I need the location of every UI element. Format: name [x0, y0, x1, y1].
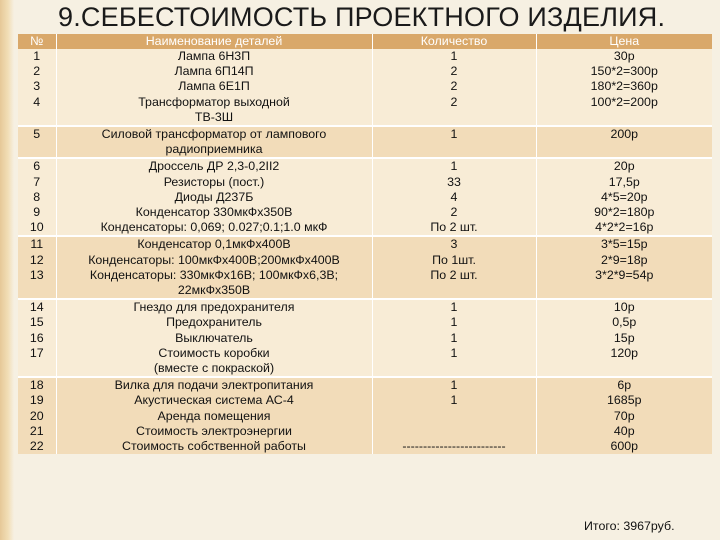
cell-line: 90*2=180р [594, 205, 655, 220]
cell-line: 200р [610, 127, 639, 142]
cell-line: 1 [450, 127, 458, 142]
cell-qty [372, 299, 536, 377]
cell-line: 18 [29, 378, 44, 393]
cell-line: По 2 шт. [430, 220, 478, 235]
cell-line: 150*2=300р [590, 64, 658, 79]
cost-table [18, 34, 712, 454]
header-no: № [18, 34, 56, 49]
cell-line: 2 [33, 64, 41, 79]
cell-line: 20 [29, 408, 44, 423]
cell-line: Выключатель [175, 330, 253, 345]
cell-line: 1 [450, 315, 458, 330]
cell-line: Силовой трансформатор от лампового [101, 127, 327, 142]
cell-line: 17,5р [608, 174, 640, 189]
cell-line: 40р [613, 423, 635, 438]
cell-line: 600р [610, 439, 639, 454]
cell-line: 7 [33, 174, 41, 189]
cell-name [56, 49, 372, 126]
cell-line: 16 [29, 330, 44, 345]
cell-line: 4 [450, 189, 458, 204]
cell-line: 1 [450, 345, 458, 360]
cell-line: 3 [450, 237, 458, 252]
cell-line: ТВ-3Ш [194, 109, 234, 124]
cell-qty [372, 377, 536, 454]
cell-line: 10р [613, 300, 635, 315]
cell-line: 4*2*2=16р [595, 220, 654, 235]
cell-line: По 2 шт. [430, 267, 478, 282]
cell-line: Акустическая система АС-4 [134, 393, 294, 408]
cell-no [18, 126, 56, 158]
cell-price [536, 49, 712, 126]
cell-no [18, 377, 56, 454]
cell-line: 30р [613, 49, 635, 63]
cell-line: 3 [33, 79, 41, 94]
cell-name [56, 299, 372, 377]
table-header-row [18, 34, 712, 49]
table-row-group [18, 377, 712, 454]
cell-line: 1 [450, 330, 458, 345]
cell-line: Лампа 6Е1П [178, 79, 250, 94]
cell-line: 1 [33, 49, 41, 63]
total-cost: Итого: 3967руб. [584, 519, 675, 533]
cell-line: 1 [450, 378, 458, 393]
cell-line: 33 [447, 174, 461, 189]
cell-price [536, 126, 712, 158]
cell-line: радиоприемника [165, 142, 263, 157]
cell-line: 3*5=15р [600, 237, 648, 252]
cell-line: 1 [450, 393, 458, 408]
header-name: Наименование деталей [56, 34, 372, 49]
cell-line: 6р [617, 378, 632, 393]
cell-line: 2 [450, 79, 458, 94]
cell-no [18, 158, 56, 236]
cell-line: 9 [33, 205, 41, 220]
table-row-group [18, 299, 712, 377]
cell-line: Конденсаторы: 330мкФх16В; 100мкФх6,3В; [89, 267, 339, 282]
cell-name [56, 236, 372, 299]
cell-line: 1685р [607, 393, 642, 408]
cell-no [18, 236, 56, 299]
cell-line: 15р [613, 330, 635, 345]
cell-line: 8 [33, 189, 41, 204]
cell-line: Конденсатор 0,1мкФх400В [137, 237, 291, 252]
cell-line: 3*2*9=54р [595, 267, 654, 282]
cell-line: 14 [29, 300, 44, 315]
cell-line: 22мкФх350В [177, 283, 251, 298]
cell-name [56, 126, 372, 158]
cell-line: 1 [450, 300, 458, 315]
cell-line: 6 [33, 159, 41, 174]
cell-qty [372, 158, 536, 236]
cell-name [56, 158, 372, 236]
cell-line: 180*2=360р [590, 79, 658, 94]
cell-line [375, 424, 534, 439]
cell-price [536, 236, 712, 299]
cell-line: Конденсаторы: 0,069; 0.027;0.1;1.0 мкФ [100, 220, 328, 235]
cell-price [536, 377, 712, 454]
cell-line: Стоимость коробки [158, 345, 270, 360]
cell-line: 120р [610, 345, 639, 360]
cell-line: Диоды Д237Б [174, 189, 254, 204]
cell-line: 13 [29, 267, 44, 282]
cell-line: Гнездо для предохранителя [133, 300, 295, 315]
cell-line: Стоимость собственной работы [122, 439, 306, 454]
cell-line: По 1шт. [432, 252, 476, 267]
cell-line: 12 [29, 252, 44, 267]
cell-line: Дроссель ДР 2,3-0,2II2 [148, 159, 280, 174]
cell-line: Предохранитель [166, 315, 262, 330]
cell-no [18, 49, 56, 126]
table-body [18, 49, 712, 454]
cell-line: 2 [450, 94, 458, 109]
cell-line: 11 [30, 237, 44, 252]
cell-line: Вилка для подачи электропитания [114, 378, 314, 393]
cell-line: 5 [33, 127, 41, 142]
cell-line: 4*5=20р [600, 189, 648, 204]
cell-line: ------------------------- [402, 439, 506, 454]
header-price: Цена [536, 34, 712, 49]
table-row-group [18, 158, 712, 236]
cell-line: 17 [29, 345, 44, 360]
cell-line: (вместе с покраской) [153, 361, 275, 376]
cell-line: 1 [450, 49, 458, 63]
cell-line: Резисторы (пост.) [163, 174, 265, 189]
cell-line [375, 409, 534, 424]
cell-line: 2 [450, 64, 458, 79]
page-title: 9.СЕБЕСТОИМОСТЬ ПРОЕКТНОГО ИЗДЕЛИЯ. [58, 2, 666, 32]
cell-qty [372, 236, 536, 299]
cell-line: Аренда помещения [157, 408, 271, 423]
header-qty: Количество [372, 34, 536, 49]
cell-line: Лампа 6Н3П [177, 49, 251, 63]
left-decorative-border [0, 0, 14, 540]
cell-line: Конденсатор 330мкФх350В [135, 205, 293, 220]
cell-price [536, 158, 712, 236]
cell-line: 15 [29, 315, 44, 330]
cell-line: 1 [450, 159, 458, 174]
cell-line: Конденсаторы: 100мкФх400В;200мкФх400В [88, 252, 340, 267]
table-row-group [18, 236, 712, 299]
cell-line: 0,5р [612, 315, 637, 330]
cell-line: Трансформатор выходной [138, 94, 290, 109]
cell-no [18, 299, 56, 377]
cell-line: 21 [29, 423, 44, 438]
cell-qty [372, 126, 536, 158]
cell-line: Стоимость электроэнергии [136, 423, 292, 438]
cell-line: 2*9=18р [600, 252, 648, 267]
cell-qty [372, 49, 536, 126]
cell-line: 10 [29, 220, 44, 235]
cell-line: 22 [29, 439, 44, 454]
cell-line: 20р [613, 159, 635, 174]
cell-line: 100*2=200р [590, 94, 658, 109]
cell-line: 19 [29, 393, 44, 408]
table-row-group [18, 49, 712, 126]
cell-price [536, 299, 712, 377]
cell-line: 70р [613, 408, 635, 423]
table-row-group [18, 126, 712, 158]
cell-line: 2 [450, 205, 458, 220]
cell-name [56, 377, 372, 454]
cell-line: 4 [33, 94, 41, 109]
cell-line: Лампа 6П14П [174, 64, 254, 79]
